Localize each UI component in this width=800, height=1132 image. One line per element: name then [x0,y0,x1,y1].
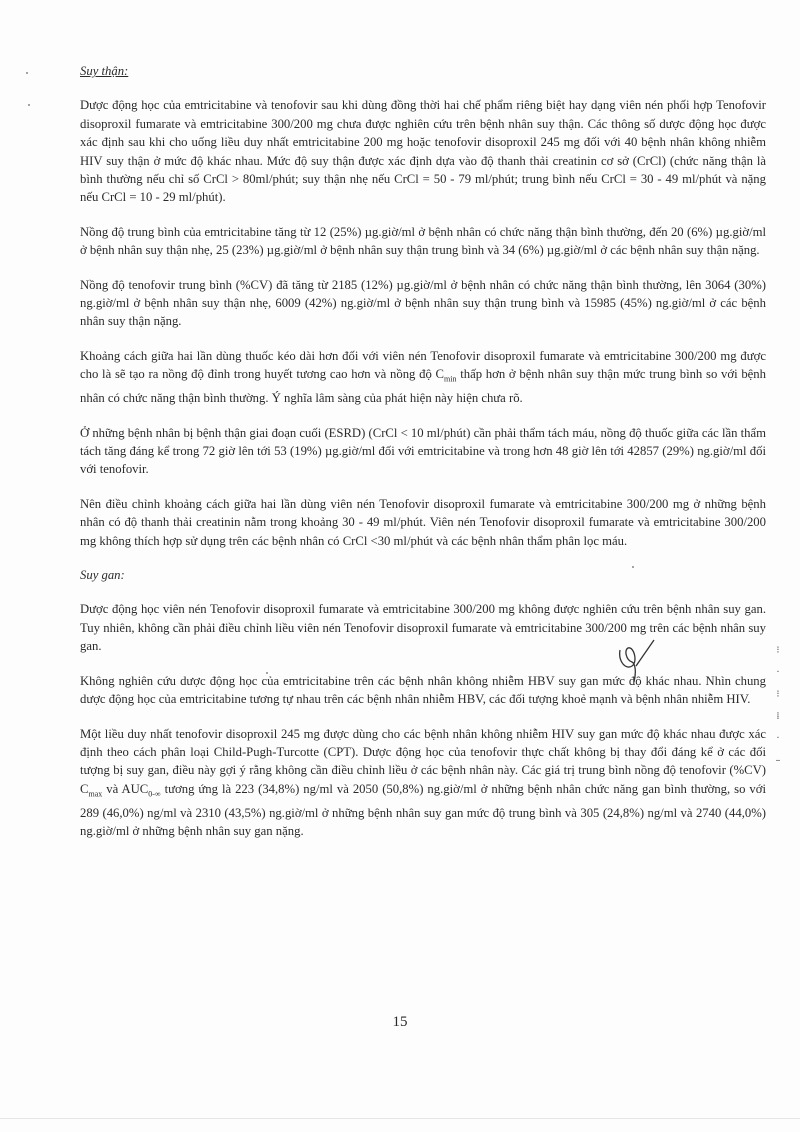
paragraph-renal-5: Ở những bệnh nhân bị bệnh thận giai đoạn cuối (ESRD) (CrCl < 10 ml/phút) cần phải thẩm tách máu, nồng độ thuốc giữa các lần thẩm tách tăng đáng kể trong 72 giờ lên tới 53 (19%) µg.giờ/ml đối với emtricitabine và trong hơn 48 giờ lên tới 42857 (29%) ng.giờ/ml đối với tenofovir. [80,425,766,477]
scan-speck [28,104,30,106]
margin-mark: – [775,755,781,766]
paragraph-renal-1: Dược động học của emtricitabine và tenofovir sau khi dùng đồng thời hai chế phẩm riêng biệt hay dạng viên nén phối hợp Tenofovir disoproxil fumarate và emtricitabine 300/200 mg chưa được nghiên cứu trên bệnh nhân suy thận. Các thông số dược động học được xác định sau khi cho uống liều duy nhất emtricitabine 200 mg hoặc tenofovir disoproxil 245 mg đối với 40 bệnh nhân không nhiễm HIV suy thận ở mức độ khác nhau. Mức độ suy thận được xác định dựa vào độ thanh thải creatinin cơ sở (CrCl) (chức năng thận là bình thường nếu chỉ số CrCl > 80ml/phút; suy thận nhẹ nếu CrCl = 50 - 79 ml/phút; trung bình nếu CrCl = 30 - 49 ml/phút và nặng nếu CrCl = 10 - 29 ml/phút). [80,98,766,205]
heading-hepatic-impairment: Suy gan: [80,568,125,583]
scan-speck [632,566,634,568]
paragraph-renal-4-text-a: Khoảng cách giữa hai lần dùng thuốc kéo dài hơn đối với viên nén Tenofovir disoproxil fumarate và emtricitabine 300/200 mg được cho là sẽ tạo ra nồng độ đỉnh trong huyết tương cao hơn và nồng độ C [80,348,766,382]
cmin-subscript: min [444,374,457,384]
page-bottom-edge [0,1118,800,1119]
margin-mark: · [776,667,780,678]
margin-stamp-marks [770,640,786,840]
paragraph-hepatic-3-text-c: tương ứng là 223 (34,8%) ng/ml và 2050 (50,8%) ng.giờ/ml ở những bệnh nhân chức năng gan bình thường, so với 289 (46,0%) ng/ml và 2310 (43,5%) ng.giờ/ml ở những bệnh nhân suy gan mức độ trung bình và 305 (24,8%) ng/ml và 2740 (44,0%) ng.giờ/ml ở những bệnh nhân suy gan nặng. [80,781,766,839]
margin-mark: ⁝ [776,645,780,656]
margin-mark: · [776,733,780,744]
paragraph-renal-6: Nên điều chỉnh khoảng cách giữa hai lần dùng viên nén Tenofovir disoproxil fumarate và emtricitabine 300/200 mg ở những bệnh nhân có độ thanh thải creatinin nằm trong khoảng 30 - 49 ml/phút. Viên nén Tenofovir disoproxil fumarate và emtricitabine 300/200 mg không thích hợp sử dụng trên các bệnh nhân có CrCl <30 ml/phút và các bệnh nhân thẩm phân lọc máu. [80,496,766,548]
margin-mark: ⁝ [776,689,780,700]
paragraph-hepatic-3 [80,725,766,841]
page-content [80,62,766,856]
signature-initials [612,636,658,684]
paragraph-hepatic-3-text-b: và AUC [102,781,149,796]
page-number: 15 [392,1014,408,1030]
paragraph-renal-2: Nồng độ trung bình của emtricitabine tăng từ 12 (25%) µg.giờ/ml ở bệnh nhân có chức năng thận bình thường, đến 20 (6%) µg.giờ/ml ở bệnh nhân suy thận nhẹ, 25 (23%) µg.giờ/ml ở bệnh nhân suy thận trung bình và 34 (6%) µg.giờ/ml ở các bệnh nhân suy thận nặng. [80,224,766,258]
scan-speck [266,672,268,674]
cmax-subscript: max [88,789,103,799]
auc-subscript: 0-∞ [148,789,161,799]
paragraph-hepatic-2: Không nghiên cứu dược động học của emtricitabine trên các bệnh nhân không nhiễm HBV suy gan mức độ khác nhau. Nhìn chung dược động học của emtricitabine tương tự nhau trên các bệnh nhân nhiễm HBV, các đối tượng khoẻ mạnh và bệnh nhân nhiễm HIV. [80,673,766,707]
heading-renal-impairment: Suy thận: [80,64,129,78]
margin-mark: ⁞ [776,711,780,722]
scan-speck [26,72,28,74]
paragraph-renal-4 [80,347,766,408]
paragraph-hepatic-3-text-a: Một liều duy nhất tenofovir disoproxil 245 mg được dùng cho các bệnh nhân không nhiễm HIV suy gan mức độ khác nhau được xác định theo cách phân loại Child-Pugh-Turcotte (CPT). Dược động học của tenofovir thực chất không bị thay đổi đáng kể ở các đối tượng bị suy gan, điều này gợi ý rằng không cần điều chỉnh liều ở các bệnh nhân này. Các giá trị trung bình nồng độ tenofovir (%CV) C [80,726,766,796]
paragraph-renal-3: Nồng độ tenofovir trung bình (%CV) đã tăng từ 2185 (12%) µg.giờ/ml ở bệnh nhân có chức năng thận bình thường, lên 3064 (30%) ng.giờ/ml ở bệnh nhân suy thận nhẹ, 6009 (42%) ng.giờ/ml ở bệnh nhân suy thận trung bình và 15985 (45%) ng.giờ/ml ở các bệnh nhân suy thận nặng. [80,277,766,329]
paragraph-hepatic-1: Dược động học viên nén Tenofovir disoproxil fumarate và emtricitabine 300/200 mg không được nghiên cứu trên bệnh nhân suy gan. Tuy nhiên, không cần phải điều chỉnh liều viên nén Tenofovir disoproxil fumarate và emtricitabine 300/200 mg trên các bệnh nhân suy gan. [80,602,766,654]
paragraph-renal-4-text-b: thấp hơn ở bệnh nhân suy thận mức trung bình so với bệnh nhân có chức năng thận bình thường. Ý nghĩa lâm sàng của phát hiện này hiện chưa rõ. [80,367,766,406]
